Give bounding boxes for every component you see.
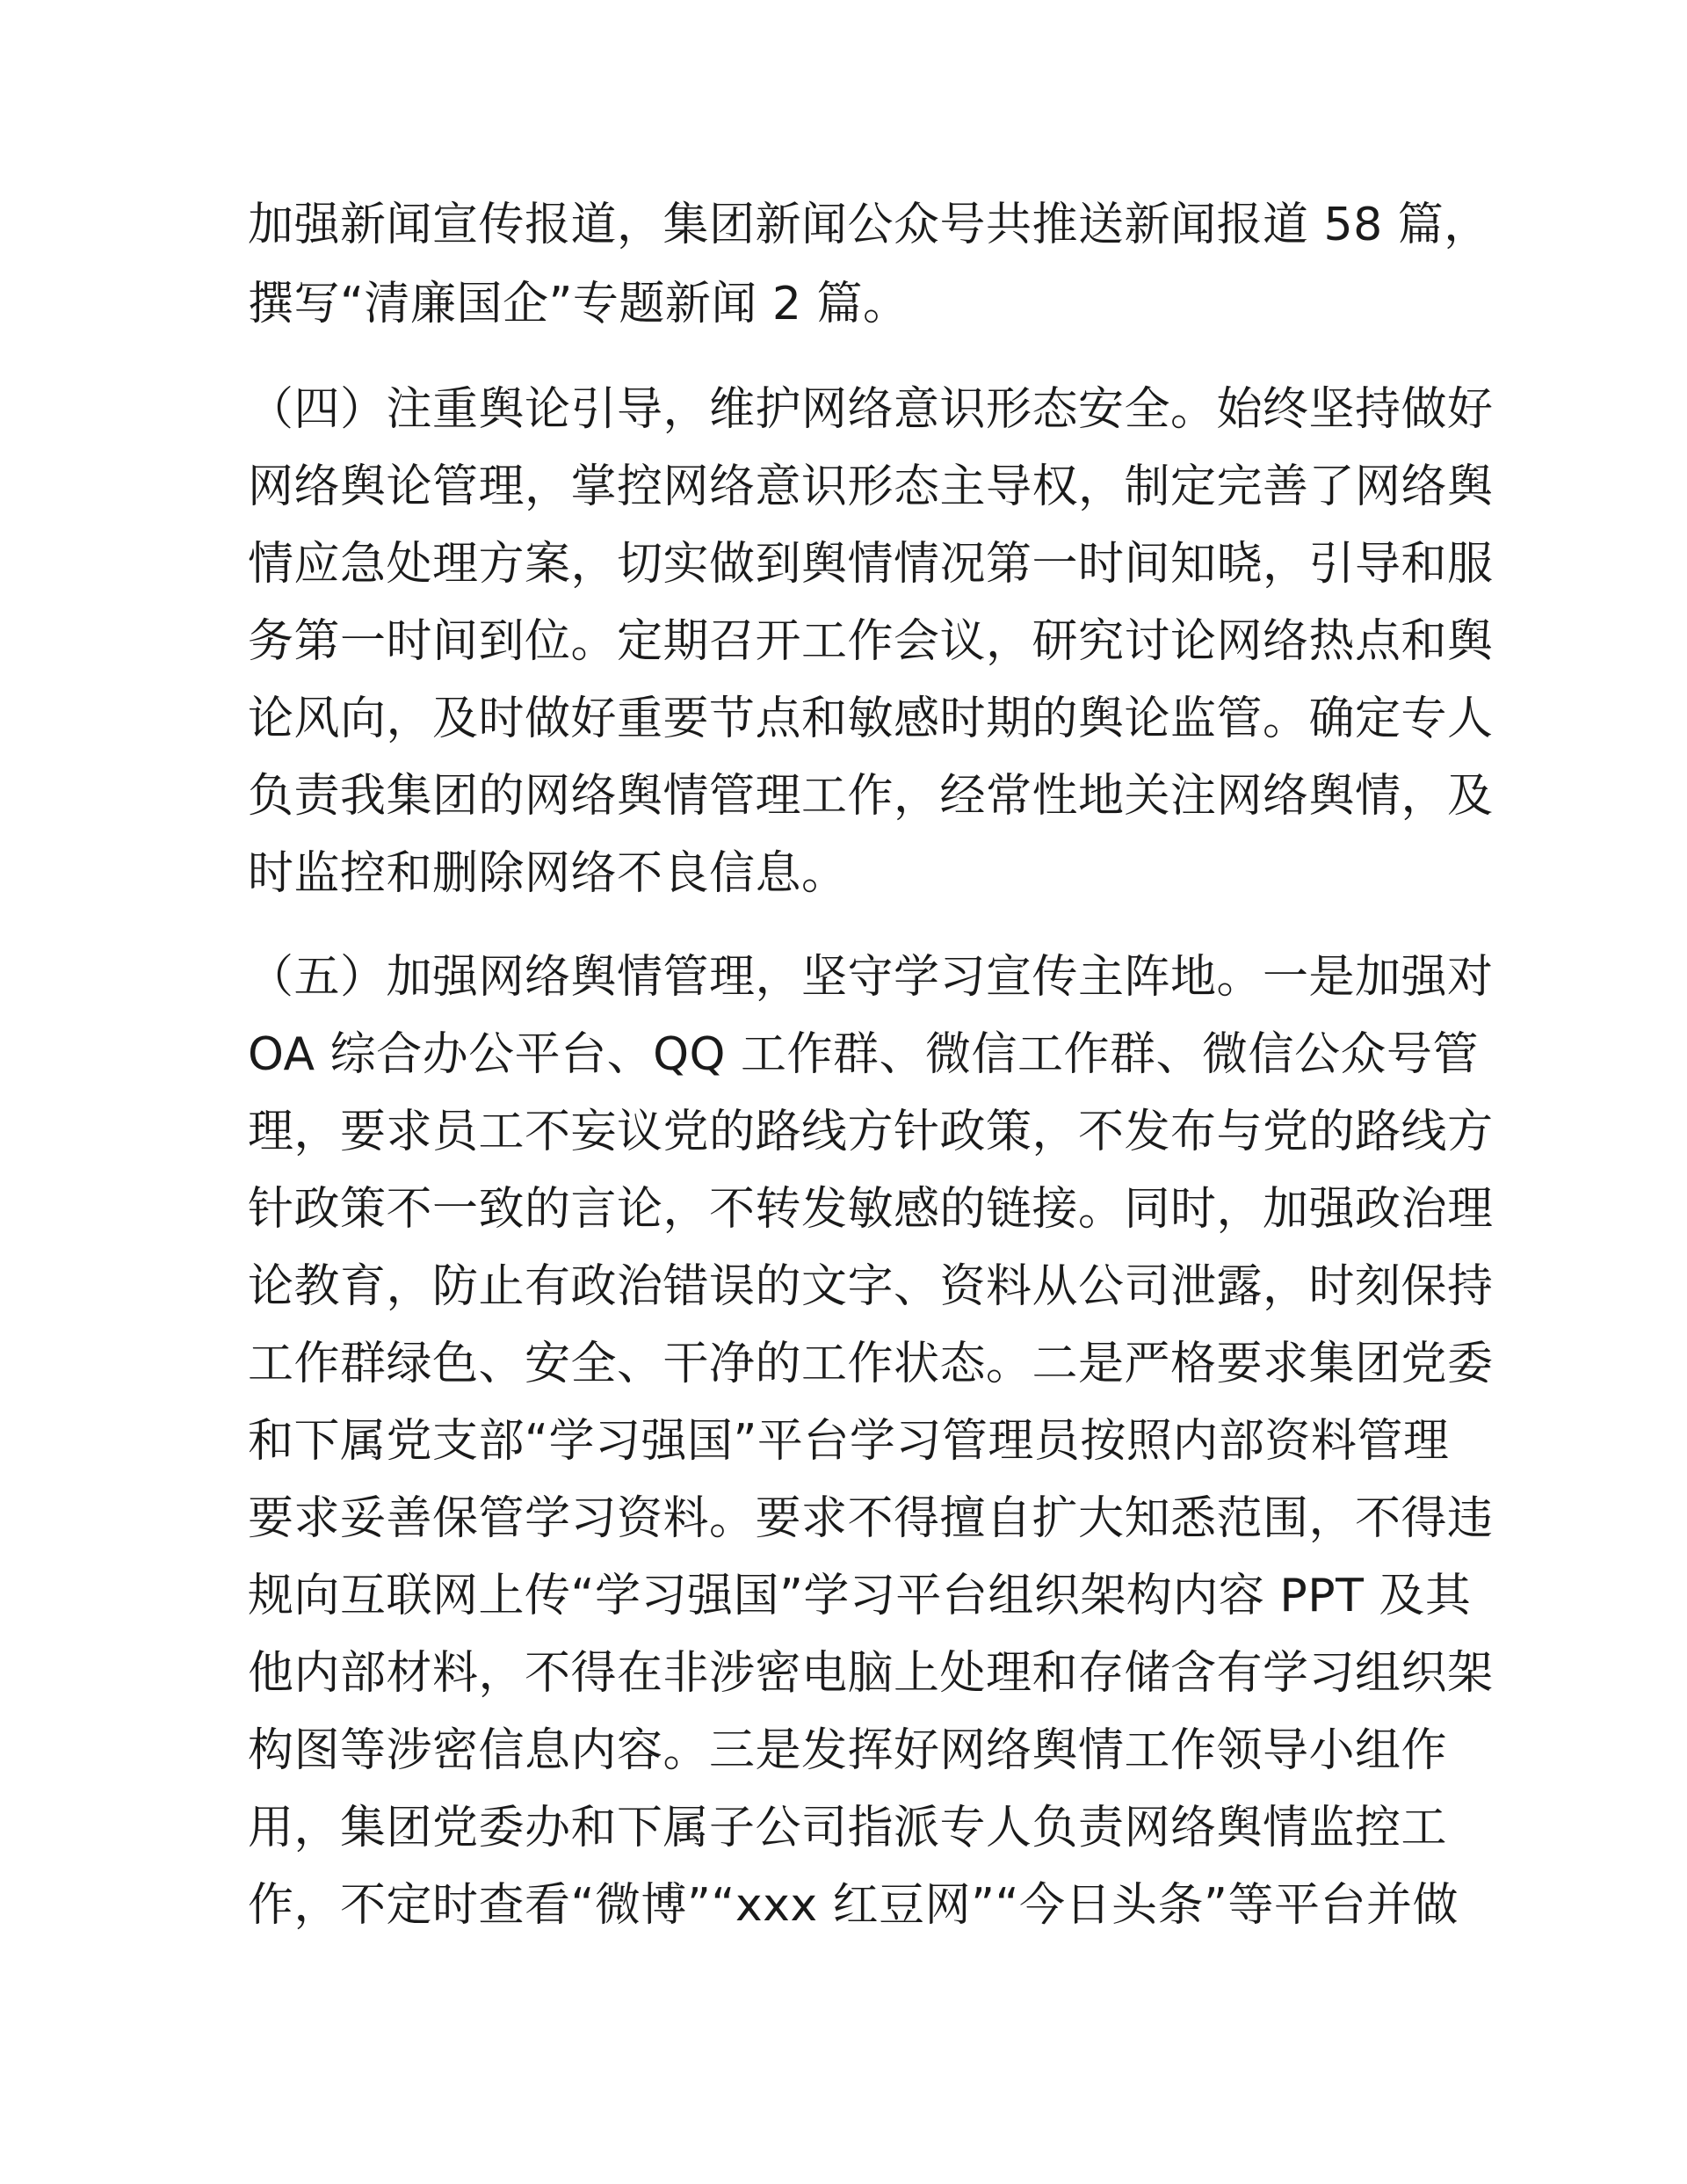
text-line: 负责我集团的网络舆情管理工作，经常性地关注网络舆情，及 (248, 770, 1494, 823)
text-line: OA 综合办公平台、QQ 工作群、微信工作群、微信公众号管 (248, 1028, 1480, 1081)
text-line: 加强新闻宣传报道，集团新闻公众号共推送新闻报道 58 篇， (248, 199, 1490, 251)
text-line: 论教育，防止有政治错误的文字、资料从公司泄露，时刻保持 (248, 1260, 1494, 1313)
text-line: 针政策不一致的言论，不转发敏感的链接。同时，加强政治理 (248, 1183, 1494, 1236)
section-5-heading-line: （五）加强网络舆情管理，坚守学习宣传主阵地。一是加强对 (248, 951, 1494, 1004)
text-line: 情应急处理方案，切实做到舆情情况第一时间知晓，引导和服 (248, 538, 1494, 591)
text-line: 工作群绿色、安全、干净的工作状态。二是严格要求集团党委 (248, 1338, 1494, 1390)
text-line: 要求妥善保管学习资料。要求不得擅自扩大知悉范围，不得违 (248, 1492, 1494, 1545)
text-line: 用，集团党委办和下属子公司指派专人负责网络舆情监控工 (248, 1802, 1448, 1854)
text-line: 规向互联网上传“学习强国”学习平台组织架构内容 PPT 及其 (248, 1570, 1472, 1622)
text-line: 务第一时间到位。定期召开工作会议，研究讨论网络热点和舆 (248, 615, 1494, 668)
text-line: 网络舆论管理，掌控网络意识形态主导权，制定完善了网络舆 (248, 461, 1494, 513)
text-line: 理，要求员工不妄议党的路线方针政策，不发布与党的路线方 (248, 1106, 1494, 1158)
text-line: 他内部材料，不得在非涉密电脑上处理和存储含有学习组织架 (248, 1647, 1494, 1700)
section-4-heading-line: （四）注重舆论引导，维护网络意识形态安全。始终坚持做好 (248, 383, 1494, 436)
text-line: 作，不定时查看“微博”“xxx 红豆网”“今日头条”等平台并做 (248, 1879, 1459, 1932)
text-line: 撰写“清廉国企”专题新闻 2 篇。 (248, 278, 909, 330)
text-line: 和下属党支部“学习强国”平台学习管理员按照内部资料管理 (248, 1415, 1450, 1468)
text-line: 构图等涉密信息内容。三是发挥好网络舆情工作领导小组作 (248, 1724, 1448, 1777)
text-line: 时监控和删除网络不良信息。 (248, 847, 848, 900)
text-line: 论风向，及时做好重要节点和敏感时期的舆论监管。确定专人 (248, 693, 1494, 745)
